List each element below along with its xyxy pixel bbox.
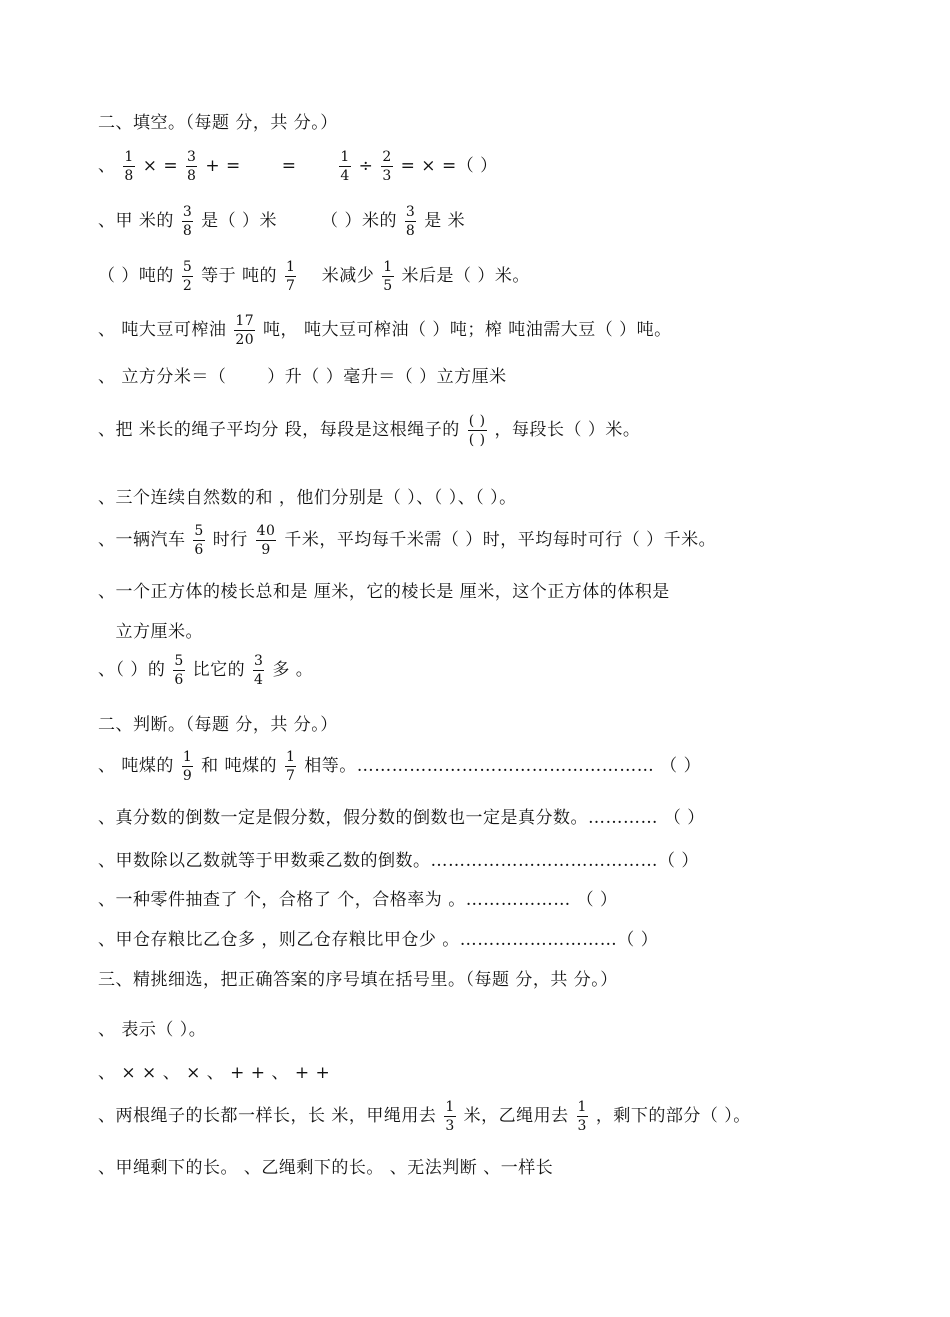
fraction: $\frac{17}{20}$ bbox=[235, 313, 255, 348]
fraction: $\frac{1}{7}$ bbox=[285, 749, 296, 784]
fraction: $\frac{1}{4}$ bbox=[340, 149, 350, 184]
fraction: $\frac{1}{3}$ bbox=[577, 1099, 587, 1134]
fraction: $\frac{1}{3}$ bbox=[445, 1099, 455, 1134]
fraction: $\frac{5}{6}$ bbox=[194, 523, 204, 558]
fill-q2: 、甲 米的 $\frac{3}{8}$ 是（ ）米 （ ）米的 $\frac{3}{8}$ 是 米 bbox=[98, 204, 466, 239]
fill-q10: 、（ ）的 $\frac{5}{6}$ 比它的 $\frac{3}{4}$ 多 。 bbox=[98, 653, 314, 688]
section-judge-heading: 二、判断。（每题 分，共 分。） bbox=[98, 715, 338, 735]
judge-q4: 、一种零件抽查了 个，合格了 个，合格率为 。……………… （ ） bbox=[98, 890, 618, 910]
fill-q6: 、把 米长的绳子平均分 段，每段是这根绳子的 $\frac{( )}{( )}$ ，每段长（ ）米。 bbox=[98, 413, 641, 448]
choice-q1-options: 、 × × 、 × 、 + + 、 + + bbox=[98, 1063, 331, 1083]
fraction: $\frac{2}{3}$ bbox=[382, 149, 392, 184]
judge-q2: 、真分数的倒数一定是假分数，假分数的倒数也一定是真分数。………… （ ） bbox=[98, 808, 705, 828]
choice-q1: 、 表示（ ）。 bbox=[98, 1020, 207, 1040]
fraction: $\frac{5}{2}$ bbox=[182, 259, 193, 294]
choice-q2: 、两根绳子的长都一样长，长 米，甲绳用去 $\frac{1}{3}$ 米，乙绳用去 $\frac{1}{3}$ ，剩下的部分（ ）。 bbox=[98, 1099, 751, 1134]
fraction: $\frac{3}{8}$ bbox=[187, 149, 197, 184]
fraction: $\frac{1}{9}$ bbox=[182, 749, 193, 784]
fraction: $\frac{1}{7}$ bbox=[285, 259, 296, 294]
fraction: $\frac{1}{5}$ bbox=[383, 259, 393, 294]
fraction: $\frac{3}{4}$ bbox=[254, 653, 264, 688]
fill-q7: 、三个连续自然数的和 ，他们分别是（ ）、（ ）、（ ）。 bbox=[98, 488, 517, 508]
judge-q3: 、甲数除以乙数就等于甲数乘乙数的倒数。…………………………………（ ） bbox=[98, 851, 699, 871]
fill-q1: 、 $\frac{1}{8}$ × = $\frac{3}{8}$ + = = $\frac{1}{4}$ ÷ $\frac{2}{3}$ = × =（ ） bbox=[98, 149, 498, 184]
fill-q4: 、 吨大豆可榨油 $\frac{17}{20}$ 吨， 吨大豆可榨油（ ）吨；榨 吨油需大豆（ ）吨。 bbox=[98, 313, 672, 348]
judge-q1: 、 吨煤的 $\frac{1}{9}$ 和 吨煤的 $\frac{1}{7}$ 相等。…………………………………………… （ ） bbox=[98, 749, 702, 784]
fraction: $\frac{3}{8}$ bbox=[405, 204, 416, 239]
section-choice-heading: 三、精挑细选，把正确答案的序号填在括号里。（每题 分，共 分。） bbox=[98, 970, 618, 990]
fraction: $\frac{3}{8}$ bbox=[182, 204, 193, 239]
fill-q3: （ ）吨的 $\frac{5}{2}$ 等于 吨的 $\frac{1}{7}$ 米减少 $\frac{1}{5}$ 米后是（ ）米。 bbox=[98, 259, 530, 294]
fill-q9: 、一个正方体的棱长总和是 厘米，它的棱长是 厘米，这个正方体的体积是 bbox=[98, 582, 670, 602]
judge-q5: 、甲仓存粮比乙仓多 ，则乙仓存粮比甲仓少 。………………………（ ） bbox=[98, 930, 659, 950]
choice-q2-options: 、甲绳剩下的长。 、乙绳剩下的长。 、无法判断 、一样长 bbox=[98, 1158, 554, 1178]
fraction: $\frac{40}{9}$ bbox=[256, 523, 276, 558]
fraction: $\frac{5}{6}$ bbox=[174, 653, 184, 688]
section-fill-heading: 二、填空。（每题 分，共 分。） bbox=[98, 113, 338, 133]
fraction-blank: $\frac{( )}{( )}$ bbox=[468, 413, 486, 448]
fill-q8: 、一辆汽车 $\frac{5}{6}$ 时行 $\frac{40}{9}$ 千米，平均每千米需（ ）时，平均每时可行（ ）千米。 bbox=[98, 523, 717, 558]
fill-q9-cont: 立方厘米。 bbox=[98, 622, 203, 642]
fill-q5: 、 立方分米＝（ ）升（ ）毫升＝（ ）立方厘米 bbox=[98, 367, 507, 387]
fraction: $\frac{1}{8}$ bbox=[124, 149, 134, 184]
